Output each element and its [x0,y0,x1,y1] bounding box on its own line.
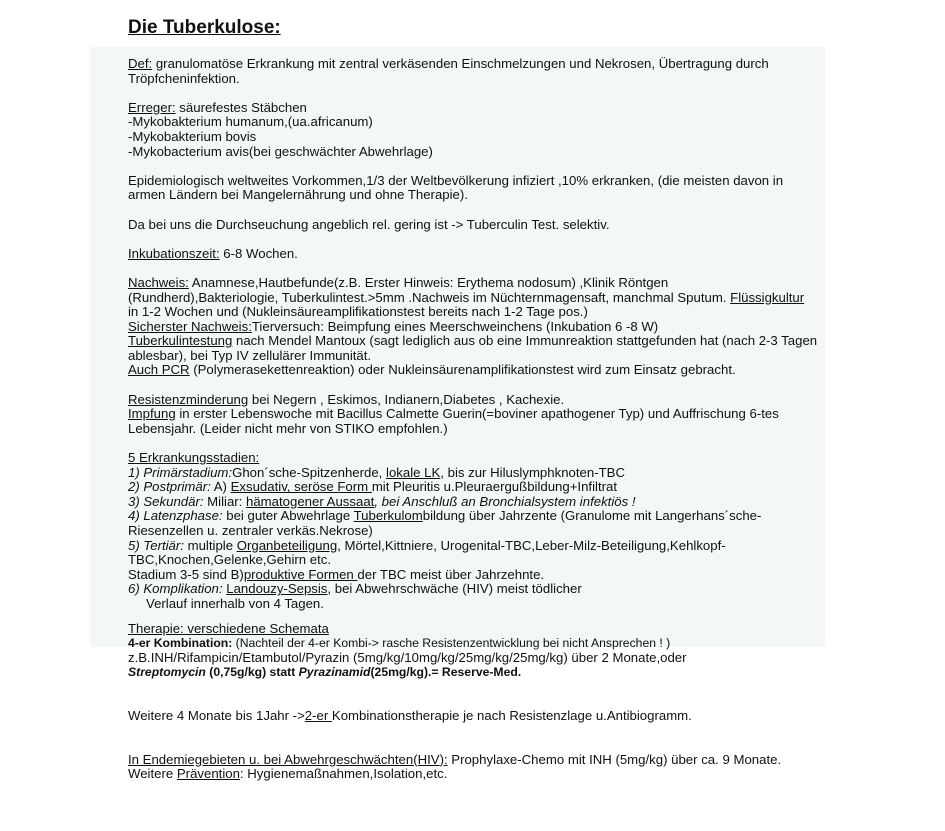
nachweis [128,276,818,320]
tuberkulintestung [128,334,818,363]
stadien-heading: 5 Erkrankungsstadien: [128,450,260,466]
therapie-heading: Therapie: verschiedene Schemata [128,620,329,636]
weitere-text: Weitere 4 Monate bis 1Jahr -> [128,707,305,723]
inkubationszeit [128,247,818,262]
nachweis-text: Anamnese,Hautbefunde(z.B. Erster Hinweis: Erythema nodosum) ,Klinik Röntgen (Rundherd),Bakteriologie, Tuberkulintest.>5mm .Nachweis im Nüchternmagensaft, manchmal Sputum. [128,274,731,305]
stadium-keyword: hämatogener Aussaat [246,493,375,509]
stadium-keyword: Landouzy-Sepsis [226,581,328,597]
stadium-summary [128,568,818,583]
stadium-keyword: produktive Formen [243,566,358,582]
testung-label: Tuberkulintestung [128,333,233,349]
definition [128,57,818,86]
praevention-keyword: Prävention [176,766,240,782]
reserve-text: (0,75g/kg) statt [205,665,299,680]
endemie-text-2: : Hygienemaßnahmen,Isolation,etc. [239,766,448,782]
stadium-6 [128,582,818,597]
erreger-label: Erreger: [128,99,176,115]
stadium-keyword: Exsudativ, seröse Form [230,479,372,495]
endemie-text: Prophylaxe-Chemo mit INH (5mg/kg) über ca. 9 Monate. Weitere [128,751,782,782]
inkubation-label: Inkubationszeit: [128,245,220,261]
pyrazinamid: Pyrazinamid [298,665,371,680]
def-text: granulomatöse Erkrankung mit zentral verkäsenden Einschmelzungen und Nekrosen, Übertragung durch Tröpfcheninfektion. [128,56,769,86]
nachweis-label: Nachweis: [128,274,189,290]
stadium-1 [128,466,818,481]
stadium-label: 5) Tertiär: [128,537,184,553]
stadium-text: bei guter Abwehrlage [222,508,354,524]
epidemiologie: Epidemiologisch weltweites Vorkommen,1/3 der Weltbevölkerung infiziert ,10% erkranken, (die meisten davon in armen Ländern bei Mangelernährung und ohne Therapie). [128,172,784,203]
page-title: Die Tuberkulose: [128,17,281,38]
resistenz-text: bei Negern , Eskimos, Indianern,Diabetes , Kachexie. [248,391,565,407]
stadium-text: bildung über Jahrzente (Granulome mit Langerhans´sche-Riesenzellen u. zentraler verkäs.Nekrose) [128,508,762,538]
impfung-label: Impfung [128,406,176,422]
therapie-section [128,622,818,680]
document-body [128,57,818,782]
stadium-label: 4) Latenzphase: [128,508,223,524]
stadium-text: multiple [183,537,237,553]
pcr-text: (Polymerasekettenreaktion) oder Nukleinsäurenamplifikationstest wird zum Einsatz gebracht. [189,362,736,378]
stadium-text: mit Pleuritis u.Pleuraergußbildung+Infiltrat [371,479,617,495]
stadium-label: 3) Sekundär: [128,493,204,509]
impfung-text: in erster Lebenswoche mit Bacillus Calmette Guerin(=boviner apathogener Typ) und Auffrischung 6-tes Lebensjahr. (Leider nicht mehr von STIKO empfohlen.) [128,406,779,436]
stadium-text: Ghon´sche-Spitzenherde, [232,464,387,480]
sicher-text: Tierversuch: Beimpfung eines Meerschweinchens (Inkubation 6 -8 W) [251,318,659,334]
stadium-3 [128,495,818,510]
stadium-keyword: lokale LK [386,464,441,480]
stadium-keyword: Tuberkulom [353,508,423,524]
stadium-keyword: Organbeteiligung [236,537,338,553]
stadium-text: , bis zur Hiluslymphknoten-TBC [440,464,625,480]
erreger-text: säurefestes Stäbchen [175,99,307,115]
inkubation-text: 6-8 Wochen. [219,245,298,261]
endemie [128,753,818,782]
stadium-6-continued: Verlauf innerhalb von 4 Tagen. [146,595,324,611]
stadium-label: 1) Primärstadium: [128,464,233,480]
stadium-text: A) [210,479,231,495]
impfung [128,407,818,436]
pcr-label: Auch PCR [128,362,190,378]
pcr [128,363,818,378]
erreger-line [128,101,818,116]
stadium-4 [128,509,818,538]
weitere-text: Kombinationstherapie je nach Resistenzlage u.Antibiogramm. [331,707,692,723]
durchseuchung: Da bei uns die Durchseuchung angeblich rel. gering ist -> Tuberculin Test. selektiv. [128,216,610,232]
sicherster-nachweis [128,320,818,335]
stadium-text: , bei Anschluß an Bronchialsystem infektiös ! [374,493,636,509]
weitere-therapie [128,709,818,724]
stadium-text: der TBC meist über Jahrzehnte. [357,566,545,582]
nachweis-text-2: in 1-2 Wochen und (Nukleinsäureamplifikationstest bereits nach 1-2 Tage pos.) [128,304,588,320]
stadium-text: Stadium 3-5 sind B) [128,566,244,582]
stadium-text: Miliar: [203,493,247,509]
fluessigkultur-label: Flüssigkultur [730,289,805,305]
testung-text: nach Mendel Mantoux (sagt lediglich aus ob eine Immunreaktion stattgefunden hat (nach 2-3 Tagen ablesbar), bei Typ IV zellulärer Immunität. [128,333,818,363]
kombination-keyword: 2-er [304,707,332,723]
stadium-2 [128,480,818,495]
resistenz-label: Resistenzminderung [128,391,249,407]
reserve-medikation [128,665,818,680]
streptomycin: Streptomycin [128,665,206,680]
sicher-label: Sicherster Nachweis: [128,318,252,334]
resistenzminderung [128,393,818,408]
erreger-item: -Mykobakterium bovis [128,128,257,144]
def-label: Def: [128,56,153,71]
stadium-5 [128,539,818,568]
stadium-label: 6) Komplikation: [128,581,223,597]
kombination [128,636,818,651]
stadium-label: 2) Postprimär: [128,479,211,495]
kombi-label: 4-er Kombination: [128,636,233,651]
erreger-item: -Mykobacterium avis(bei geschwächter Abwehrlage) [128,143,433,159]
kombi-text: (Nachteil der 4-er Kombi-> rasche Resistenzentwicklung bei nicht Ansprechen ! ) [232,636,671,651]
stadium-text: , bei Abwehrschwäche (HIV) meist tödlicher [327,581,582,597]
erreger-item: -Mykobakterium humanum,(ua.africanum) [128,114,373,130]
dosierung: z.B.INH/Rifampicin/Etambutol/Pyrazin (5mg/kg/10mg/kg/25mg/kg/25mg/kg) über 2 Monate,oder [128,649,687,665]
endemie-label: In Endemiegebieten u. bei Abwehrgeschwächten(HIV): [128,751,448,767]
stadium-text: , Mörtel,Kittniere, Urogenital-TBC,Leber-Milz-Beteiligung,Kehlkopf-TBC,Knochen,Gelenke,Gehirn etc. [128,537,726,568]
reserve-text: (25mg/kg).= Reserve-Med. [370,665,522,680]
